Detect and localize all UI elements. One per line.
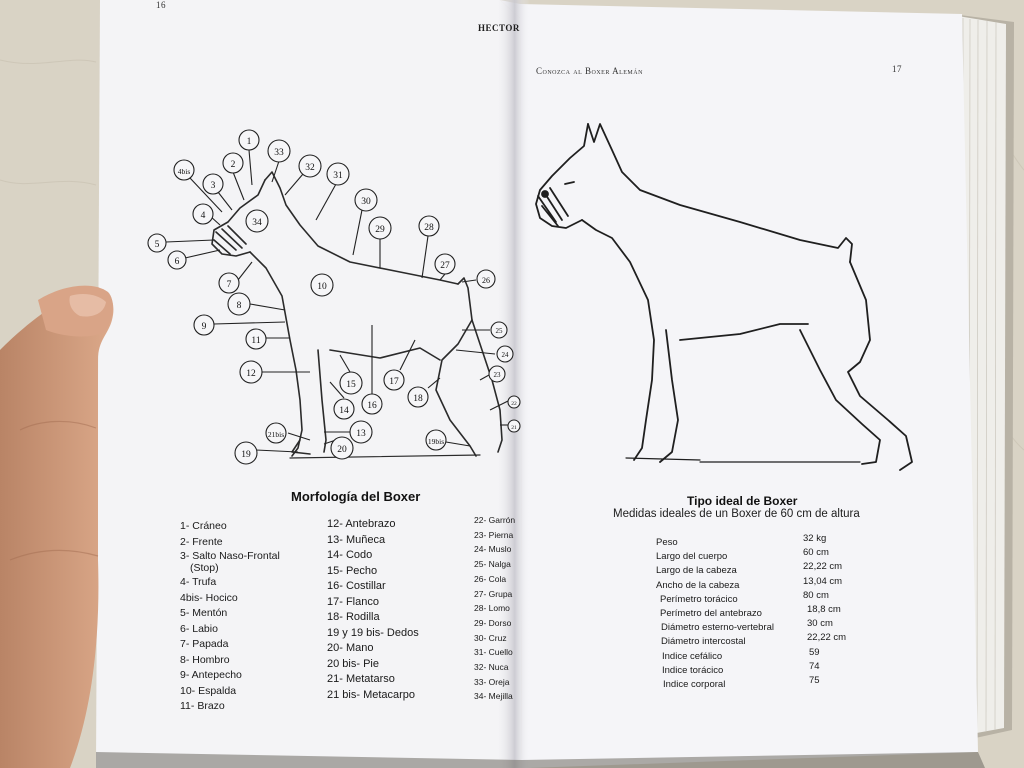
list-item: 4- Trufa [180, 576, 217, 588]
list-item: 10- Espalda [180, 684, 237, 697]
callout-label-10: 10 [317, 282, 327, 292]
list-item: 33- Oreja [474, 676, 510, 687]
callout-label-5: 5 [154, 240, 160, 250]
left-page [96, 0, 522, 768]
list-item: 21- Metatarso [327, 673, 395, 685]
list-item: 2- Frente [180, 535, 223, 548]
list-item: 15- Pecho [327, 564, 378, 577]
callout-label-23: 23 [493, 371, 501, 379]
callout-label-21: 21 [511, 425, 517, 431]
callout-label-19: 19 [241, 450, 251, 460]
list-item: 16- Costillar [327, 580, 386, 592]
list-item: 27- Grupa [474, 588, 513, 599]
callout-label-19bis: 19bis [427, 437, 445, 446]
list-item: 20 bis- Pie [327, 657, 379, 670]
list-item: 20- Mano [327, 642, 374, 654]
list-item: 32- Nuca [474, 662, 509, 673]
list-item: 29- Dorso [474, 617, 512, 628]
callout-label-4bis: 4bis [177, 167, 191, 176]
list-item: 3- Salto Naso-Frontal [180, 550, 280, 562]
callout-label-15: 15 [346, 380, 356, 390]
callout-label-4: 4 [200, 211, 206, 221]
morphology-list-col3 [474, 513, 515, 704]
list-item: 13- Muñeca [327, 533, 386, 546]
list-item: 23- Pierna [474, 529, 514, 540]
list-item: 7- Papada [180, 638, 229, 650]
list-item: 18- Rodilla [327, 611, 380, 623]
right-running-header: Conozca al Boxer Alemán [536, 66, 643, 76]
measurement-label: Perímetro torácico [660, 593, 738, 605]
callout-label-31: 31 [333, 171, 343, 181]
callout-label-22: 22 [511, 401, 517, 407]
measurement-label: Diámetro esterno-vertebral [661, 622, 774, 634]
list-item: 4bis- Hocico [180, 591, 238, 604]
callout-label-1: 1 [246, 137, 252, 147]
list-item: 21 bis- Metacarpo [327, 688, 416, 701]
list-item: 1- Cráneo [180, 520, 227, 532]
measurement-label: Peso [656, 537, 678, 548]
measurement-value: 74 [809, 660, 820, 672]
list-item: 25- Nalga [474, 559, 511, 570]
list-item: 12- Antebrazo [327, 518, 396, 530]
list-item: 8- Hombro [180, 653, 230, 666]
measurement-label: Perímetro del antebrazo [660, 607, 762, 619]
callout-label-27: 27 [440, 261, 450, 271]
list-item: 5- Mentón [180, 607, 228, 619]
list-item: 31- Cuello [474, 647, 513, 658]
measurement-label: Indice corporal [663, 678, 726, 690]
callout-label-3: 3 [210, 181, 216, 191]
callout-label-2: 2 [230, 160, 236, 170]
measurement-label: Ancho de la cabeza [656, 579, 740, 591]
measurement-values [803, 532, 846, 688]
list-item: 9- Antepecho [180, 669, 242, 681]
measurement-value: 30 cm [807, 618, 833, 630]
callout-label-7: 7 [226, 280, 232, 290]
measurement-label: Indice cefálico [662, 650, 723, 662]
callout-label-13: 13 [356, 429, 366, 439]
list-item: 22- Garrón [474, 515, 516, 525]
list-item: (Stop) [190, 562, 219, 574]
morphology-caption: Morfología del Boxer [291, 489, 421, 504]
list-item: 24- Muslo [474, 544, 512, 555]
left-running-header: HECTOR [478, 23, 520, 33]
callout-label-6: 6 [174, 257, 180, 267]
list-item: 14- Codo [327, 549, 373, 561]
callout-label-14: 14 [339, 406, 349, 416]
callout-label-32: 32 [305, 163, 315, 173]
callout-label-33: 33 [274, 148, 284, 158]
ideal-boxer-title: Tipo ideal de Boxer [687, 494, 798, 508]
measurement-value: 32 kg [803, 533, 827, 544]
list-item: 6- Labio [180, 622, 218, 635]
measurement-value: 75 [809, 674, 820, 686]
morphology-list-col2 [327, 517, 419, 703]
callout-label-11: 11 [251, 336, 261, 346]
list-item: 28- Lomo [474, 603, 510, 614]
measurement-value: 13,04 cm [803, 575, 843, 587]
list-item: 26- Cola [474, 573, 507, 584]
list-item: 19 y 19 bis- Dedos [327, 626, 419, 639]
callout-label-34: 34 [252, 218, 262, 228]
list-item: 11- Brazo [180, 700, 225, 712]
measurement-label: Largo de la cabeza [656, 565, 737, 577]
measurement-value: 18,8 cm [807, 603, 841, 615]
measurement-value: 60 cm [803, 547, 829, 559]
callout-label-16: 16 [367, 401, 377, 411]
measurement-labels [656, 536, 774, 692]
callout-label-9: 9 [201, 322, 207, 332]
callout-label-28: 28 [424, 223, 434, 233]
measurement-label: Diámetro intercostal [661, 636, 746, 648]
measurement-value: 22,22 cm [807, 632, 847, 644]
left-page-number: 16 [156, 0, 166, 10]
measurement-value: 80 cm [803, 589, 829, 601]
callout-label-18: 18 [413, 394, 423, 404]
callout-label-12: 12 [246, 369, 256, 379]
callout-label-25: 25 [495, 327, 503, 335]
measurement-value: 59 [809, 646, 820, 658]
right-page-number: 17 [892, 64, 902, 74]
callout-label-17: 17 [389, 377, 399, 387]
callout-label-8: 8 [236, 301, 242, 311]
list-item: 17- Flanco [327, 595, 379, 608]
measurement-label: Indice torácico [662, 664, 724, 676]
measurement-label: Largo del cuerpo [656, 551, 728, 563]
callout-label-26: 26 [482, 276, 490, 285]
list-item: 34- Mejilla [474, 691, 513, 702]
callout-label-30: 30 [361, 197, 371, 207]
measurement-value: 22,22 cm [803, 561, 843, 573]
callout-label-29: 29 [375, 225, 385, 235]
callout-label-24: 24 [501, 351, 509, 359]
ideal-boxer-subtitle: Medidas ideales de un Boxer de 60 cm de altura [613, 508, 860, 520]
callout-label-21bis: 21bis [267, 430, 285, 439]
list-item: 30- Cruz [474, 632, 507, 643]
morphology-list-col1 [180, 519, 280, 715]
callout-label-20: 20 [337, 445, 347, 455]
